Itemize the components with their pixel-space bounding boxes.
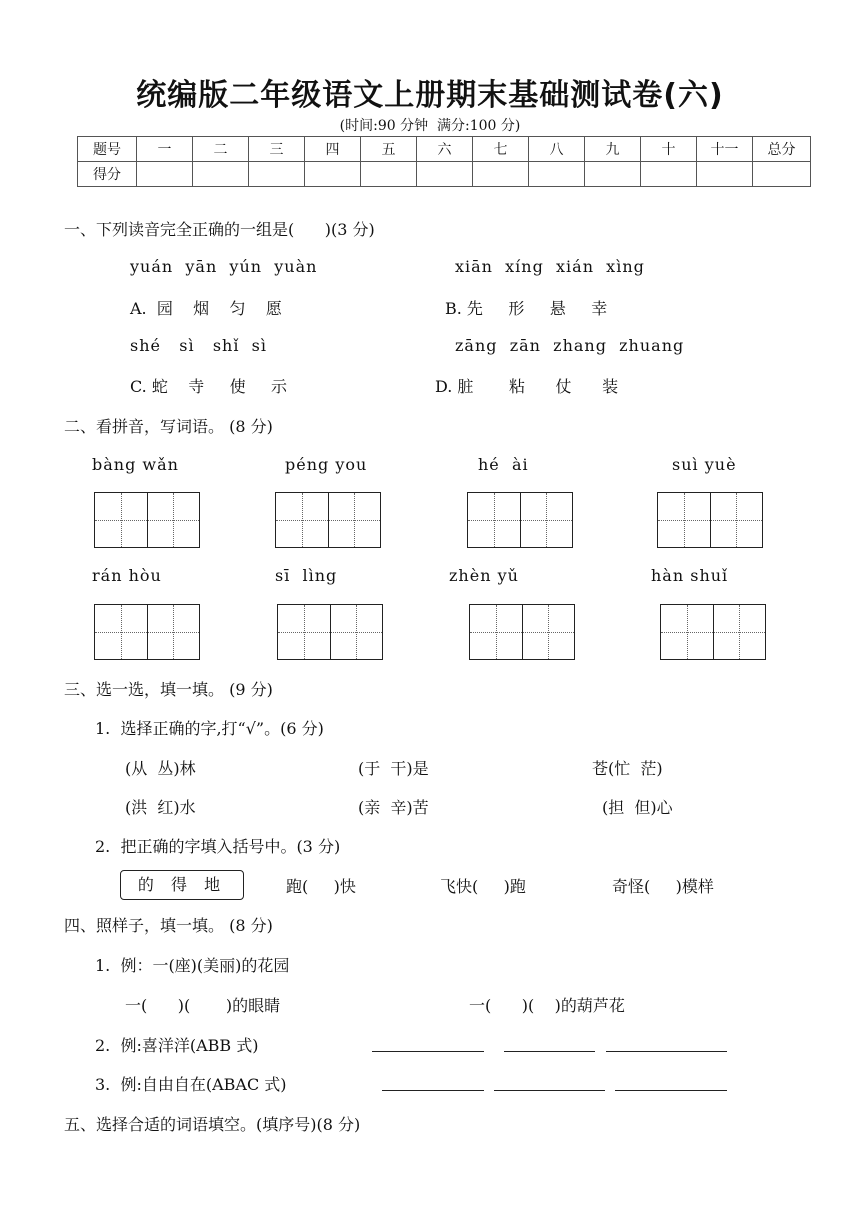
table-cell: 三 — [249, 137, 305, 162]
writing-grid[interactable] — [469, 604, 575, 660]
pinyin-label: hé ài — [478, 455, 529, 474]
answer-line[interactable] — [382, 1090, 484, 1091]
section5-heading: 五、选择合适的词语填空。(填序号)(8 分) — [64, 1115, 361, 1134]
table-cell: 得分 — [78, 162, 137, 187]
score-cell[interactable] — [305, 162, 361, 187]
section4-example2: 2. 例:喜洋洋(ABB 式) — [95, 1036, 259, 1055]
fill-blank[interactable]: 跑( )快 — [286, 877, 356, 896]
writing-grid[interactable] — [277, 604, 383, 660]
score-table-score-row — [78, 162, 811, 187]
score-cell[interactable] — [585, 162, 641, 187]
score-cell[interactable] — [249, 162, 305, 187]
section1-heading: 一、下列读音完全正确的一组是( )(3 分) — [64, 220, 375, 239]
writing-grid[interactable] — [275, 492, 381, 548]
answer-line[interactable] — [494, 1090, 605, 1091]
fill-blank[interactable]: 奇怪( )模样 — [612, 877, 714, 896]
section4-example1: 1. 例：一(座)(美丽)的花园 — [95, 956, 290, 975]
pinyin-label: sī lìng — [275, 566, 338, 585]
table-cell: 七 — [473, 137, 529, 162]
score-cell[interactable] — [473, 162, 529, 187]
section2-heading: 二、看拼音，写词语。 (8 分) — [64, 417, 273, 436]
table-cell: 九 — [585, 137, 641, 162]
choice-item[interactable]: (于 干)是 — [358, 759, 429, 778]
score-cell[interactable] — [417, 162, 473, 187]
section3-sub2: 2. 把正确的字填入括号中。(3 分) — [95, 837, 341, 856]
fill-blank[interactable]: 飞快( )跑 — [440, 877, 526, 896]
section3-heading: 三、选一选，填一填。 (9 分) — [64, 680, 273, 699]
table-cell: 六 — [417, 137, 473, 162]
option-d[interactable]: D. 脏 粘 仗 装 — [435, 377, 619, 396]
table-cell: 八 — [529, 137, 585, 162]
choice-item[interactable]: 苍(忙 茫) — [592, 759, 663, 778]
word-bank-box: 的 得 地 — [120, 870, 244, 900]
pinyin-row: yuán yān yún yuàn — [130, 257, 318, 276]
table-cell: 十 — [641, 137, 697, 162]
score-table-header-row — [78, 137, 811, 162]
table-cell: 十一 — [697, 137, 753, 162]
answer-line[interactable] — [606, 1051, 727, 1052]
answer-line[interactable] — [615, 1090, 727, 1091]
table-cell: 一 — [137, 137, 193, 162]
section4-heading: 四、照样子，填一填。 (8 分) — [64, 916, 273, 935]
choice-item[interactable]: (亲 辛)苦 — [358, 798, 429, 817]
table-cell: 总分 — [753, 137, 811, 162]
section4-example3: 3. 例:自由自在(ABAC 式) — [95, 1075, 287, 1094]
table-cell: 四 — [305, 137, 361, 162]
pinyin-label: bàng wǎn — [92, 455, 179, 474]
score-table — [77, 136, 811, 187]
writing-grid[interactable] — [660, 604, 766, 660]
section3-sub1: 1. 选择正确的字,打“√”。(6 分) — [95, 719, 324, 738]
answer-line[interactable] — [504, 1051, 595, 1052]
option-a[interactable]: A. 园 烟 匀 愿 — [130, 299, 282, 318]
score-cell[interactable] — [361, 162, 417, 187]
pinyin-label: hàn shuǐ — [651, 566, 729, 585]
choice-item[interactable]: (从 丛)林 — [125, 759, 196, 778]
pinyin-label: zhèn yǔ — [449, 566, 519, 585]
page-title: 统编版二年级语文上册期末基础测试卷(六) — [136, 78, 724, 113]
option-b[interactable]: B. 先 形 悬 幸 — [445, 299, 608, 318]
pinyin-label: suì yuè — [672, 455, 737, 474]
pinyin-row: xiān xíng xián xìng — [455, 257, 645, 276]
exam-info: (时间:90 分钟 满分:100 分) — [339, 118, 521, 134]
score-cell[interactable] — [529, 162, 585, 187]
fill-blank[interactable]: 一( )( )的眼睛 — [125, 996, 281, 1015]
writing-grid[interactable] — [94, 492, 200, 548]
choice-item[interactable]: (洪 红)水 — [125, 798, 196, 817]
score-cell[interactable] — [193, 162, 249, 187]
pinyin-row: zāng zān zhang zhuang — [455, 336, 685, 355]
answer-line[interactable] — [372, 1051, 484, 1052]
table-cell: 二 — [193, 137, 249, 162]
writing-grid[interactable] — [467, 492, 573, 548]
pinyin-label: rán hòu — [92, 566, 162, 585]
fill-blank[interactable]: 一( )( )的葫芦花 — [469, 996, 625, 1015]
writing-grid[interactable] — [94, 604, 200, 660]
pinyin-row: shé sì shǐ sì — [130, 336, 267, 355]
choice-item[interactable]: (担 但)心 — [602, 798, 673, 817]
pinyin-label: péng you — [285, 455, 368, 474]
score-cell[interactable] — [137, 162, 193, 187]
score-cell[interactable] — [697, 162, 753, 187]
table-cell: 题号 — [78, 137, 137, 162]
table-cell: 五 — [361, 137, 417, 162]
score-cell[interactable] — [641, 162, 697, 187]
option-c[interactable]: C. 蛇 寺 使 示 — [130, 377, 288, 396]
score-cell[interactable] — [753, 162, 811, 187]
writing-grid[interactable] — [657, 492, 763, 548]
